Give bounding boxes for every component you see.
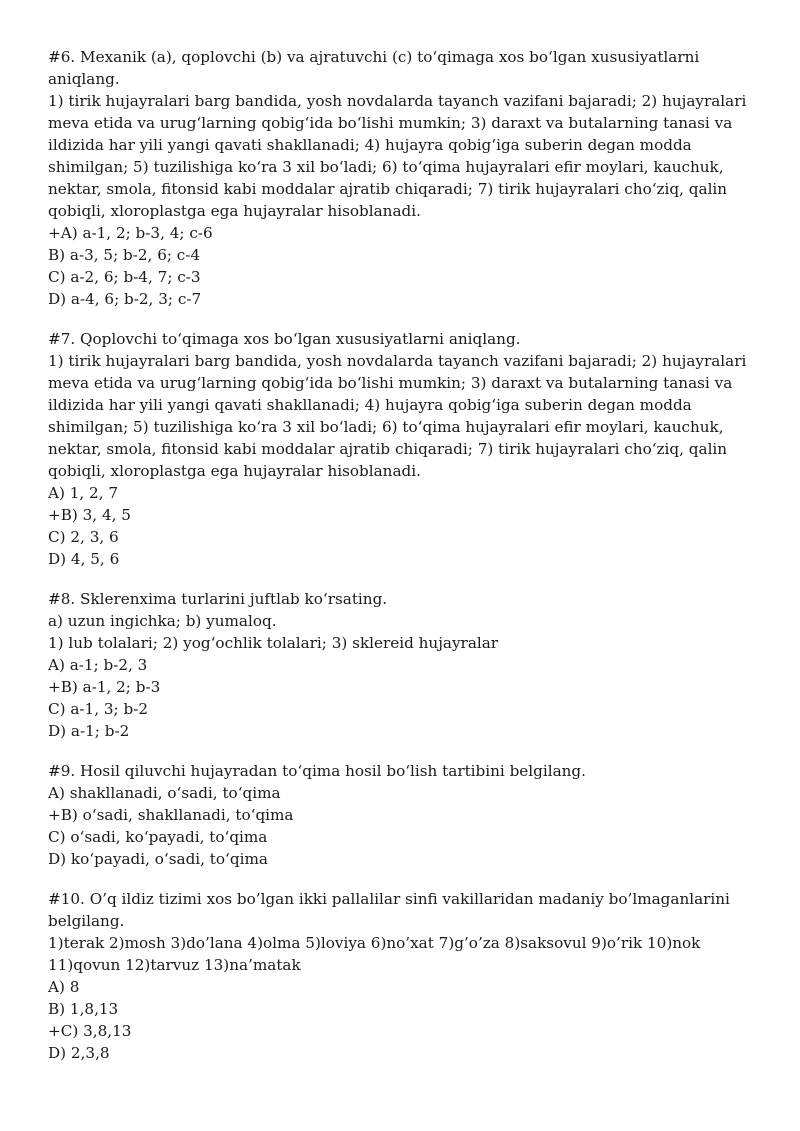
question-8 [48,588,760,742]
question-9 [48,760,760,870]
answer-option-c: C) a-1, 3; b-2 [48,700,149,718]
question-text-line: meva etida va urug‘larning qobig‘ida bo‘lishi mumkin; 3) daraxt va butalarning tanasi va [48,374,733,392]
answer-option-b: +B) o‘sadi, shakllanadi, to‘qima [48,806,294,824]
question-text-line: 1)terak 2)mosh 3)do’lana 4)olma 5)loviya 6)no’xat 7)g’o’za 8)saksovul 9)o’rik 10)nok [48,934,701,952]
question-text-line: #10. O’q ildiz tizimi xos bo’lgan ikki pallalilar sinfi vakillaridan madaniy bo’lmaganlarini [48,890,730,908]
question-7 [48,328,760,570]
question-10 [48,888,760,1064]
question-text-line: qobiqli, xloroplastga ega hujayralar hisoblanadi. [48,202,421,220]
question-text-line: aniqlang. [48,70,120,88]
answer-option-a: +A) a-1, 2; b-3, 4; c-6 [48,224,213,242]
answer-option-a: A) shakllanadi, o‘sadi, to‘qima [48,784,281,802]
question-text-line: 11)qovun 12)tarvuz 13)na’matak [48,956,301,974]
question-text-line: a) uzun ingichka; b) yumaloq. [48,612,277,630]
question-text-line: #9. Hosil qiluvchi hujayradan to‘qima hosil bo‘lish tartibini belgilang. [48,762,586,780]
question-text-line: nektar, smola, fitonsid kabi moddalar ajratib chiqaradi; 7) tirik hujayralari cho‘ziq, qalin [48,180,728,198]
answer-option-d: D) 2,3,8 [48,1044,110,1062]
answer-option-d: D) a-4, 6; b-2, 3; c-7 [48,290,202,308]
question-text-line: ildizida har yili yangi qavati shakllanadi; 4) hujayra qobig‘iga suberin degan modda [48,396,692,414]
question-text-line: 1) tirik hujayralari barg bandida, yosh novdalarda tayanch vazifani bajaradi; 2) hujayralari [48,352,747,370]
question-text-line: #7. Qoplovchi to‘qimaga xos bo‘lgan xususiyatlarni aniqlang. [48,330,521,348]
answer-option-b: B) 1,8,13 [48,1000,119,1018]
answer-option-d: D) ko‘payadi, o‘sadi, to‘qima [48,850,268,868]
answer-option-c: +C) 3,8,13 [48,1022,132,1040]
question-text-line: belgilang. [48,912,125,930]
question-6 [48,46,760,310]
answer-option-c: C) o‘sadi, ko‘payadi, to‘qima [48,828,268,846]
answer-option-c: C) a-2, 6; b-4, 7; c-3 [48,268,201,286]
question-text-line: ildizida har yili yangi qavati shakllanadi; 4) hujayra qobig‘iga suberin degan modda [48,136,692,154]
question-text-line: nektar, smola, fitonsid kabi moddalar ajratib chiqaradi; 7) tirik hujayralari cho‘ziq, qalin [48,440,728,458]
question-text-line: #6. Mexanik (a), qoplovchi (b) va ajratuvchi (c) to‘qimaga xos bo‘lgan xususiyatlarni [48,48,700,66]
answer-option-a: A) 8 [48,978,80,996]
answer-option-b: +B) 3, 4, 5 [48,506,131,524]
question-text-line: meva etida va urug‘larning qobig‘ida bo‘lishi mumkin; 3) daraxt va butalarning tanasi va [48,114,733,132]
question-text-line: shimilgan; 5) tuzilishiga ko‘ra 3 xil bo‘ladi; 6) to‘qima hujayralari efir moylari, kauchuk, [48,158,724,176]
answer-option-c: C) 2, 3, 6 [48,528,119,546]
question-text-line: 1) tirik hujayralari barg bandida, yosh novdalarda tayanch vazifani bajaradi; 2) hujayralari [48,92,747,110]
answer-option-a: A) 1, 2, 7 [48,484,119,502]
answer-option-b: B) a-3, 5; b-2, 6; c-4 [48,246,201,264]
question-text-line: 1) lub tolalari; 2) yog‘ochlik tolalari; 3) sklereid hujayralar [48,634,499,652]
question-text-line: #8. Sklerenxima turlarini juftlab ko‘rsating. [48,590,388,608]
answer-option-b: +B) a-1, 2; b-3 [48,678,161,696]
answer-option-d: D) 4, 5, 6 [48,550,120,568]
answer-option-a: A) a-1; b-2, 3 [48,656,148,674]
question-text-line: qobiqli, xloroplastga ega hujayralar hisoblanadi. [48,462,421,480]
question-text-line: shimilgan; 5) tuzilishiga ko‘ra 3 xil bo‘ladi; 6) to‘qima hujayralari efir moylari, kauchuk, [48,418,724,436]
answer-option-d: D) a-1; b-2 [48,722,130,740]
